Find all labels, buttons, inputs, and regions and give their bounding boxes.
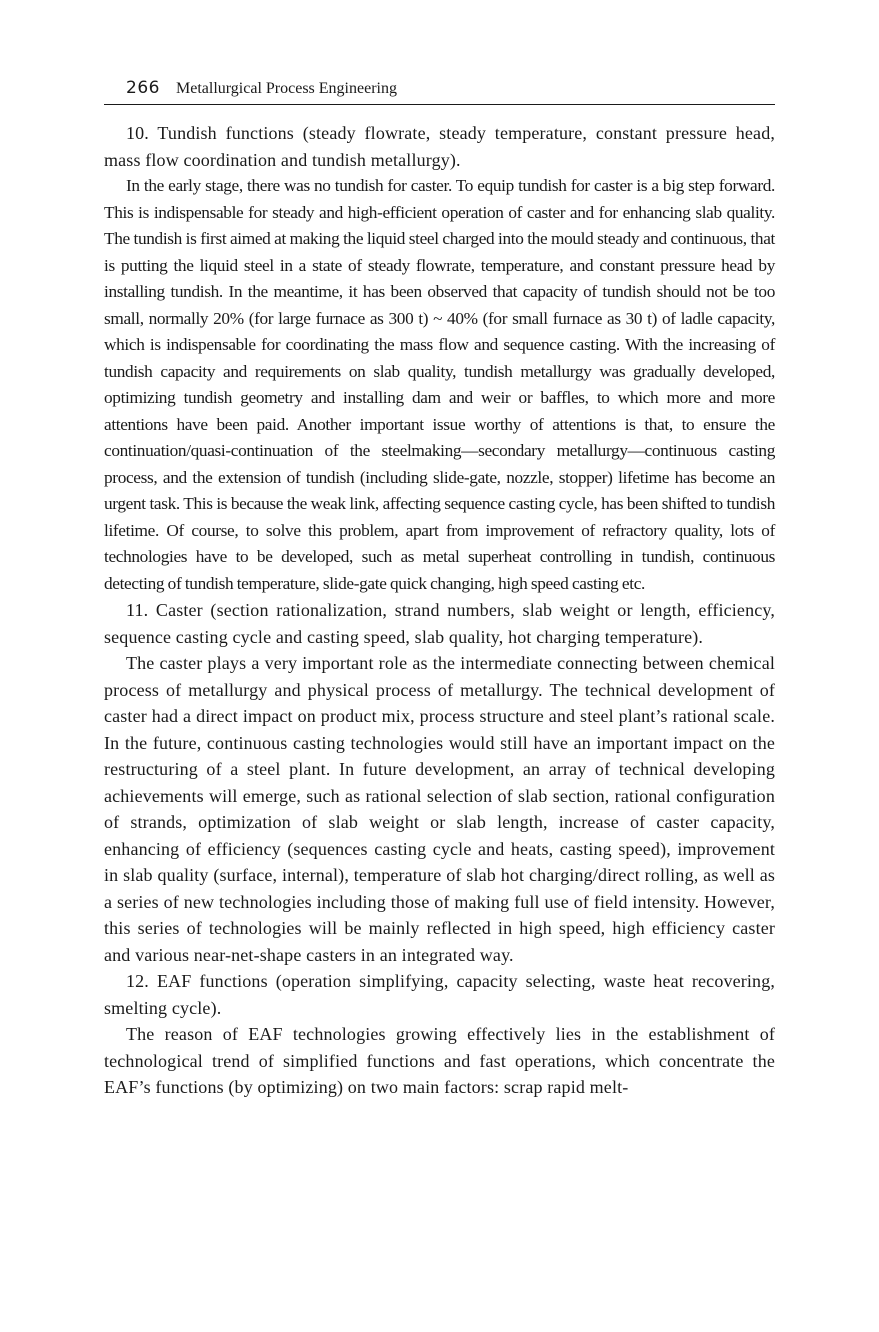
paragraph-caster: The caster plays a very important role as the intermediate connecting between chemical process of metallurgy and physical process of metallurgy. The technical development of caster had a direct impact on product mix, process structure and steel plant’s rational scale. In the future, continuous casting technologies would still have an important impact on the restructuring of a steel plant. In future development, an array of technical developing achievements will emerge, such as rational selection of slab section, rational configuration of strands, optimization of slab weight or slab length, increase of caster capacity, enhancing of efficiency (sequences casting cycle and heats, casting speed), improvement in slab quality (surface, internal), temperature of slab hot charging/direct rolling, as well as a series of new technologies including those of making full use of field intensity. However, this series of technologies will be mainly reflected in high speed, high efficiency caster and various near-net-shape casters in an integrated way. <box>104 653 775 965</box>
page-number: 266 <box>126 78 160 98</box>
section-heading-tundish-functions: 10. Tundish functions (steady flowrate, steady temperature, constant pressure head, mass flow coordination and tundish metallurgy). <box>104 123 775 170</box>
paragraph-tundish: In the early stage, there was no tundish for caster. To equip tundish for caster is a big step forward. This is indispensable for steady and high-efficient operation of caster and for enhancing slab quality. The tundish is first aimed at making the liquid steel charged into the mould steady and continuous, that is putting the liquid steel in a state of steady flowrate, temperature, and constant pressure head by installing tundish. In the meantime, it has been observed that capacity of tundish should not be too small, normally 20% (for large furnace as 300 t) ~ 40% (for small furnace as 30 t) of ladle capacity, which is indispensable for coordinating the mass flow and sequence casting. With the increasing of tundish capacity and requirements on slab quality, tundish metallurgy was gradually developed, optimizing tundish geometry and installing dam and weir or baffles, to which more and more attentions have been paid. Another important issue worthy of attentions is that, to ensure the continuation/quasi-continuation of the steelmaking—secondary metallurgy—continuous casting process, and the extension of tundish (including slide-gate, nozzle, stopper) lifetime has become an urgent task. This is because the weak link, affecting sequence casting cycle, has been shifted to tundish lifetime. Of course, to solve this problem, apart from improvement of refractory quality, lots of technologies have to be developed, such as metal superheat controlling in tundish, continuous detecting of tundish temperature, slide-gate quick changing, high speed casting etc. <box>104 176 775 593</box>
section-heading-eaf-functions: 12. EAF functions (operation simplifying, capacity selecting, waste heat recovering, smelting cycle). <box>104 971 775 1018</box>
running-title: Metallurgical Process Engineering <box>176 80 397 97</box>
body-text <box>104 120 775 1101</box>
paragraph-eaf: The reason of EAF technologies growing effectively lies in the establishment of technological trend of simplified functions and fast operations, which concentrate the EAF’s functions (by optimizing) on two main factors: scrap rapid melt- <box>104 1024 775 1097</box>
section-heading-caster: 11. Caster (section rationalization, strand numbers, slab weight or length, efficiency, sequence casting cycle and casting speed, slab quality, hot charging temperature). <box>104 600 775 647</box>
page-header <box>104 76 775 105</box>
